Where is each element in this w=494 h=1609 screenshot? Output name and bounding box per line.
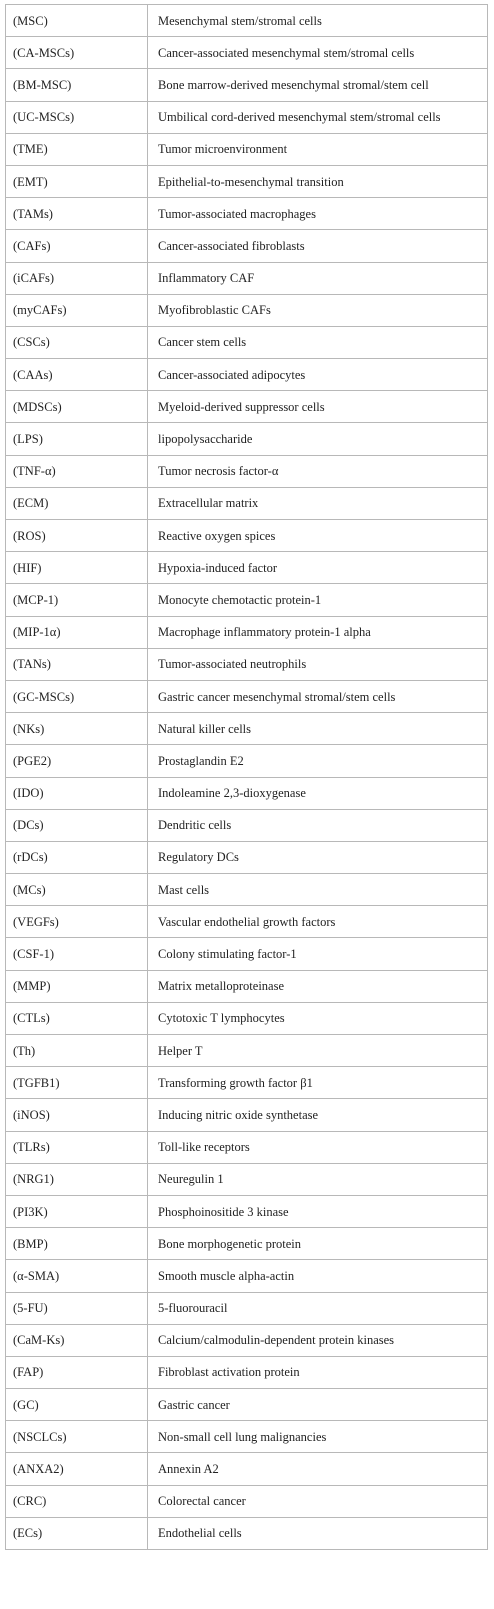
- abbreviation-cell: (MSC): [6, 5, 148, 37]
- abbreviation-cell: (ECM): [6, 487, 148, 519]
- definition-cell: Toll-like receptors: [148, 1131, 488, 1163]
- table-row: [6, 326, 488, 358]
- definition-cell: Cancer-associated adipocytes: [148, 359, 488, 391]
- table-row: [6, 101, 488, 133]
- abbreviation-cell: (MCs): [6, 874, 148, 906]
- abbreviation-cell: (NSCLCs): [6, 1421, 148, 1453]
- table-row: [6, 970, 488, 1002]
- definition-cell: Mesenchymal stem/stromal cells: [148, 5, 488, 37]
- definition-cell: Gastric cancer: [148, 1389, 488, 1421]
- abbreviation-cell: (UC-MSCs): [6, 101, 148, 133]
- definition-cell: Bone morphogenetic protein: [148, 1228, 488, 1260]
- abbreviation-table-body: [6, 5, 488, 1550]
- table-row: [6, 294, 488, 326]
- abbreviation-cell: (NKs): [6, 713, 148, 745]
- abbreviation-cell: (CRC): [6, 1485, 148, 1517]
- table-row: [6, 1260, 488, 1292]
- table-row: [6, 1163, 488, 1195]
- table-row: [6, 841, 488, 873]
- table-row: [6, 5, 488, 37]
- table-row: [6, 906, 488, 938]
- definition-cell: Cytotoxic T lymphocytes: [148, 1002, 488, 1034]
- table-row: [6, 1292, 488, 1324]
- abbreviation-cell: (TLRs): [6, 1131, 148, 1163]
- abbreviation-cell: (LPS): [6, 423, 148, 455]
- abbreviation-table: [5, 4, 488, 1550]
- definition-cell: Epithelial-to-mesenchymal transition: [148, 165, 488, 197]
- table-row: [6, 809, 488, 841]
- table-row: [6, 1002, 488, 1034]
- abbreviation-cell: (IDO): [6, 777, 148, 809]
- table-row: [6, 616, 488, 648]
- abbreviation-cell: (TME): [6, 133, 148, 165]
- definition-cell: Myofibroblastic CAFs: [148, 294, 488, 326]
- definition-cell: Fibroblast activation protein: [148, 1356, 488, 1388]
- abbreviation-cell: (ANXA2): [6, 1453, 148, 1485]
- definition-cell: Indoleamine 2,3-dioxygenase: [148, 777, 488, 809]
- table-row: [6, 1099, 488, 1131]
- abbreviation-cell: (MIP-1α): [6, 616, 148, 648]
- abbreviation-cell: (myCAFs): [6, 294, 148, 326]
- abbreviation-cell: (ECs): [6, 1517, 148, 1549]
- table-row: [6, 648, 488, 680]
- table-row: [6, 777, 488, 809]
- table-row: [6, 552, 488, 584]
- table-row: [6, 1228, 488, 1260]
- table-row: [6, 1324, 488, 1356]
- table-row: [6, 455, 488, 487]
- abbreviation-cell: (5-FU): [6, 1292, 148, 1324]
- definition-cell: Tumor-associated neutrophils: [148, 648, 488, 680]
- abbreviation-cell: (NRG1): [6, 1163, 148, 1195]
- definition-cell: Annexin A2: [148, 1453, 488, 1485]
- table-row: [6, 1389, 488, 1421]
- abbreviation-cell: (BM-MSC): [6, 69, 148, 101]
- definition-cell: Cancer-associated fibroblasts: [148, 230, 488, 262]
- abbreviation-cell: (TANs): [6, 648, 148, 680]
- table-row: [6, 1421, 488, 1453]
- definition-cell: Colony stimulating factor-1: [148, 938, 488, 970]
- table-row: [6, 1453, 488, 1485]
- table-row: [6, 423, 488, 455]
- definition-cell: Endothelial cells: [148, 1517, 488, 1549]
- definition-cell: Tumor-associated macrophages: [148, 198, 488, 230]
- definition-cell: Tumor necrosis factor-α: [148, 455, 488, 487]
- table-row: [6, 1131, 488, 1163]
- definition-cell: Gastric cancer mesenchymal stromal/stem cells: [148, 680, 488, 712]
- table-row: [6, 1195, 488, 1227]
- table-row: [6, 874, 488, 906]
- abbreviation-cell: (HIF): [6, 552, 148, 584]
- abbreviation-cell: (iCAFs): [6, 262, 148, 294]
- table-row: [6, 198, 488, 230]
- abbreviation-cell: (DCs): [6, 809, 148, 841]
- definition-cell: Colorectal cancer: [148, 1485, 488, 1517]
- definition-cell: Transforming growth factor β1: [148, 1067, 488, 1099]
- table-row: [6, 359, 488, 391]
- abbreviation-cell: (CA-MSCs): [6, 37, 148, 69]
- table-row: [6, 165, 488, 197]
- abbreviation-cell: (CAAs): [6, 359, 148, 391]
- table-row: [6, 1356, 488, 1388]
- definition-cell: Neuregulin 1: [148, 1163, 488, 1195]
- abbreviation-cell: (Th): [6, 1035, 148, 1067]
- abbreviation-cell: (ROS): [6, 520, 148, 552]
- table-row: [6, 230, 488, 262]
- definition-cell: Non-small cell lung malignancies: [148, 1421, 488, 1453]
- abbreviation-cell: (BMP): [6, 1228, 148, 1260]
- abbreviation-cell: (CSF-1): [6, 938, 148, 970]
- definition-cell: Monocyte chemotactic protein-1: [148, 584, 488, 616]
- table-row: [6, 1485, 488, 1517]
- definition-cell: Umbilical cord-derived mesenchymal stem/stromal cells: [148, 101, 488, 133]
- abbreviation-cell: (MCP-1): [6, 584, 148, 616]
- definition-cell: Bone marrow-derived mesenchymal stromal/stem cell: [148, 69, 488, 101]
- table-row: [6, 1067, 488, 1099]
- table-row: [6, 69, 488, 101]
- table-row: [6, 262, 488, 294]
- table-row: [6, 713, 488, 745]
- definition-cell: lipopolysaccharide: [148, 423, 488, 455]
- abbreviation-cell: (CaM-Ks): [6, 1324, 148, 1356]
- definition-cell: Myeloid-derived suppressor cells: [148, 391, 488, 423]
- abbreviation-cell: (CAFs): [6, 230, 148, 262]
- definition-cell: Natural killer cells: [148, 713, 488, 745]
- definition-cell: Mast cells: [148, 874, 488, 906]
- abbreviation-cell: (GC-MSCs): [6, 680, 148, 712]
- table-row: [6, 680, 488, 712]
- definition-cell: Phosphoinositide 3 kinase: [148, 1195, 488, 1227]
- abbreviation-cell: (TGFB1): [6, 1067, 148, 1099]
- table-row: [6, 1035, 488, 1067]
- abbreviation-cell: (FAP): [6, 1356, 148, 1388]
- abbreviation-cell: (TNF-α): [6, 455, 148, 487]
- table-row: [6, 745, 488, 777]
- definition-cell: Reactive oxygen spices: [148, 520, 488, 552]
- definition-cell: Tumor microenvironment: [148, 133, 488, 165]
- abbreviation-cell: (CTLs): [6, 1002, 148, 1034]
- table-row: [6, 938, 488, 970]
- definition-cell: Smooth muscle alpha-actin: [148, 1260, 488, 1292]
- definition-cell: Cancer stem cells: [148, 326, 488, 358]
- table-row: [6, 391, 488, 423]
- abbreviation-cell: (PI3K): [6, 1195, 148, 1227]
- definition-cell: Prostaglandin E2: [148, 745, 488, 777]
- table-row: [6, 37, 488, 69]
- abbreviation-cell: (GC): [6, 1389, 148, 1421]
- abbreviation-cell: (iNOS): [6, 1099, 148, 1131]
- table-row: [6, 520, 488, 552]
- abbreviation-cell: (EMT): [6, 165, 148, 197]
- abbreviation-cell: (MMP): [6, 970, 148, 1002]
- definition-cell: Extracellular matrix: [148, 487, 488, 519]
- abbreviation-cell: (CSCs): [6, 326, 148, 358]
- definition-cell: Calcium/calmodulin-dependent protein kinases: [148, 1324, 488, 1356]
- table-row: [6, 487, 488, 519]
- abbreviation-cell: (MDSCs): [6, 391, 148, 423]
- definition-cell: Macrophage inflammatory protein-1 alpha: [148, 616, 488, 648]
- definition-cell: Dendritic cells: [148, 809, 488, 841]
- abbreviation-cell: (TAMs): [6, 198, 148, 230]
- abbreviation-cell: (PGE2): [6, 745, 148, 777]
- definition-cell: 5-fluorouracil: [148, 1292, 488, 1324]
- table-row: [6, 584, 488, 616]
- abbreviation-cell: (rDCs): [6, 841, 148, 873]
- table-row: [6, 1517, 488, 1549]
- definition-cell: Matrix metalloproteinase: [148, 970, 488, 1002]
- definition-cell: Regulatory DCs: [148, 841, 488, 873]
- definition-cell: Inducing nitric oxide synthetase: [148, 1099, 488, 1131]
- definition-cell: Helper T: [148, 1035, 488, 1067]
- definition-cell: Cancer-associated mesenchymal stem/stromal cells: [148, 37, 488, 69]
- definition-cell: Vascular endothelial growth factors: [148, 906, 488, 938]
- abbreviation-cell: (VEGFs): [6, 906, 148, 938]
- table-row: [6, 133, 488, 165]
- definition-cell: Hypoxia-induced factor: [148, 552, 488, 584]
- definition-cell: Inflammatory CAF: [148, 262, 488, 294]
- abbreviation-cell: (α-SMA): [6, 1260, 148, 1292]
